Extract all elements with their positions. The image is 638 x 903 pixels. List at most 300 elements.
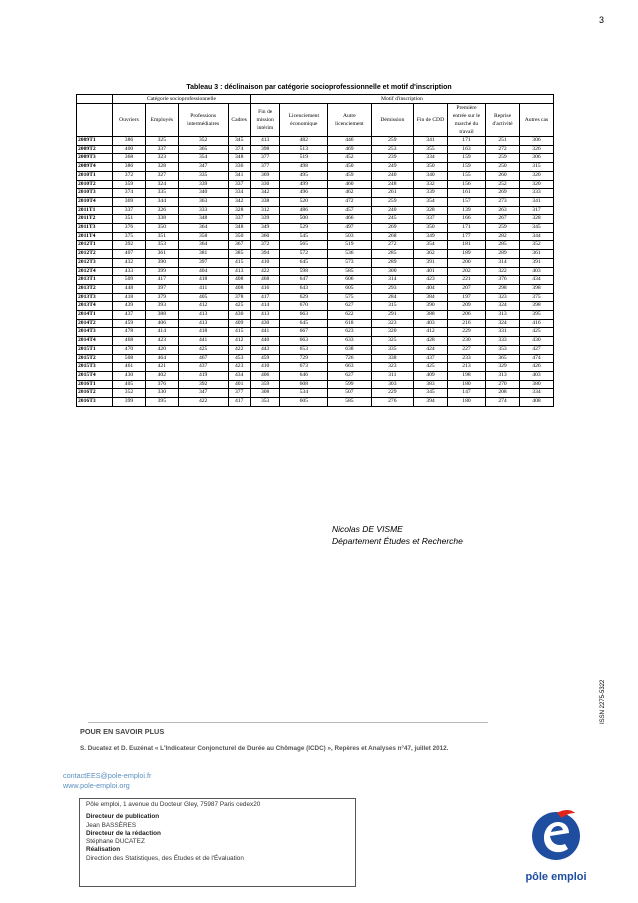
table-cell: 663	[280, 311, 328, 320]
table-cell: 269	[371, 224, 413, 233]
pole-emploi-logo	[513, 808, 599, 888]
table-cell: 422	[228, 345, 250, 354]
contact-email-link[interactable]: contactEES@pole-emploi.fr	[63, 771, 152, 780]
table-cell: 352	[519, 241, 553, 250]
corner-cell	[77, 104, 113, 137]
table-cell: 410	[250, 363, 280, 372]
table-cell: 495	[280, 171, 328, 180]
table-cell: 333	[178, 206, 228, 215]
table-cell: 361	[145, 250, 178, 259]
table-cell: 364	[178, 224, 228, 233]
table-cell: 417	[228, 398, 250, 407]
table-row	[77, 337, 554, 346]
table-cell: 572	[280, 250, 328, 259]
table-cell: 472	[328, 197, 371, 206]
row-label: 2014T3	[77, 328, 113, 337]
table-cell: 181	[447, 241, 485, 250]
table-cell: 391	[519, 258, 553, 267]
table-cell: 395	[145, 398, 178, 407]
table-cell: 418	[113, 293, 146, 302]
table-cell: 328	[145, 163, 178, 172]
table-cell: 408	[228, 276, 250, 285]
table-cell: 159	[447, 163, 485, 172]
row-label: 2011T3	[77, 224, 113, 233]
table-cell: 328	[519, 215, 553, 224]
table-cell: 729	[280, 354, 328, 363]
table-cell: 519	[328, 241, 371, 250]
table-row	[77, 206, 554, 215]
table-cell: 376	[145, 380, 178, 389]
table-cell: 388	[145, 311, 178, 320]
table-cell: 306	[519, 154, 553, 163]
table-cell: 325	[371, 337, 413, 346]
table-cell: 393	[145, 302, 178, 311]
table-cell: 180	[447, 398, 485, 407]
column-header: Professions intermédiaires	[178, 104, 228, 137]
table-cell: 338	[250, 197, 280, 206]
row-label: 2014T4	[77, 337, 113, 346]
row-label: 2015T2	[77, 354, 113, 363]
table-cell: 478	[113, 328, 146, 337]
table-cell: 328	[228, 206, 250, 215]
table-cell: 428	[414, 337, 448, 346]
table-cell: 403	[414, 319, 448, 328]
table-cell: 646	[280, 371, 328, 380]
table-cell: 430	[519, 337, 553, 346]
table-cell: 359	[250, 380, 280, 389]
table-cell: 273	[486, 197, 520, 206]
table-cell: 350	[145, 224, 178, 233]
table-cell: 423	[414, 276, 448, 285]
table-cell: 308	[250, 389, 280, 398]
table-cell: 155	[447, 171, 485, 180]
table-cell: 147	[447, 389, 485, 398]
table-cell: 425	[178, 345, 228, 354]
table-cell: 427	[519, 345, 553, 354]
table-cell: 467	[178, 354, 228, 363]
table-cell: 208	[486, 389, 520, 398]
table-cell: 392	[113, 241, 146, 250]
table-cell: 270	[486, 380, 520, 389]
table-cell: 663	[280, 337, 328, 346]
table-cell: 139	[447, 206, 485, 215]
table-cell: 460	[328, 180, 371, 189]
table-cell: 622	[328, 311, 371, 320]
row-label: 2012T4	[77, 267, 113, 276]
table-cell: 339	[414, 189, 448, 198]
table-cell: 348	[178, 215, 228, 224]
table-cell: 323	[371, 363, 413, 372]
table-cell: 416	[250, 284, 280, 293]
table-cell: 448	[113, 284, 146, 293]
table-cell: 374	[228, 145, 250, 154]
table-cell: 380	[519, 380, 553, 389]
table-row	[77, 145, 554, 154]
column-header: Licenciement économique	[280, 104, 328, 137]
table-cell: 337	[113, 206, 146, 215]
table-row	[77, 232, 554, 241]
table-cell: 159	[447, 154, 485, 163]
table-cell: 496	[280, 189, 328, 198]
table-cell: 426	[519, 363, 553, 372]
table-cell: 423	[228, 363, 250, 372]
table-cell: 367	[228, 241, 250, 250]
table-cell: 338	[371, 354, 413, 363]
table-cell: 259	[371, 137, 413, 146]
table-cell: 269	[486, 189, 520, 198]
table-cell: 464	[145, 354, 178, 363]
table-cell: 361	[519, 250, 553, 259]
table-cell: 398	[519, 284, 553, 293]
table-cell: 342	[250, 189, 280, 198]
table-cell: 324	[486, 302, 520, 311]
table-cell: 348	[228, 224, 250, 233]
table-cell: 439	[113, 302, 146, 311]
table-cell: 313	[486, 311, 520, 320]
row-label: 2009T2	[77, 145, 113, 154]
table-cell: 329	[486, 363, 520, 372]
row-label: 2016T3	[77, 398, 113, 407]
contact-block	[63, 771, 151, 791]
logo-text: pôle emploi	[525, 871, 587, 883]
row-label: 2016T2	[77, 389, 113, 398]
table-cell: 314	[486, 258, 520, 267]
table-row	[77, 258, 554, 267]
table-cell: 335	[178, 171, 228, 180]
table-cell: 372	[250, 241, 280, 250]
table-cell: 209	[447, 302, 485, 311]
table-cell: 418	[178, 276, 228, 285]
table-cell: 404	[178, 267, 228, 276]
table-cell: 605	[328, 284, 371, 293]
data-table	[76, 94, 554, 407]
row-label: 2009T4	[77, 163, 113, 172]
row-label: 2010T1	[77, 171, 113, 180]
column-header: Fin de CDD	[414, 104, 448, 137]
table-cell: 408	[519, 398, 553, 407]
pour-en-savoir-plus-title: POUR EN SAVOIR PLUS	[80, 727, 165, 736]
table-cell: 434	[519, 276, 553, 285]
table-cell: 166	[447, 215, 485, 224]
table-cell: 430	[250, 319, 280, 328]
table-cell: 347	[178, 163, 228, 172]
table-cell: 350	[414, 163, 448, 172]
table-row	[77, 371, 554, 380]
table-cell: 385	[228, 250, 250, 259]
signature-department: Département Études et Recherche	[332, 536, 463, 546]
table-cell: 410	[250, 258, 280, 267]
table-cell: 376	[486, 276, 520, 285]
table-cell: 645	[280, 258, 328, 267]
table-cell: 351	[113, 215, 146, 224]
table-cell: 355	[414, 145, 448, 154]
table-cell: 353	[145, 241, 178, 250]
table-cell: 461	[113, 363, 146, 372]
table-cell: 293	[371, 284, 413, 293]
table-cell: 466	[328, 215, 371, 224]
table-cell: 300	[371, 267, 413, 276]
table-cell: 441	[178, 337, 228, 346]
table-cell: 413	[228, 267, 250, 276]
table-cell: 365	[486, 354, 520, 363]
table-cell: 216	[447, 319, 485, 328]
column-header: Employés	[145, 104, 178, 137]
table-cell: 413	[250, 137, 280, 146]
table-cell: 545	[280, 232, 328, 241]
table-cell: 341	[228, 171, 250, 180]
table-cell: 349	[414, 232, 448, 241]
row-label: 2010T2	[77, 180, 113, 189]
editorial-director-label: Directeur de la rédaction	[86, 829, 161, 837]
table-cell: 462	[328, 189, 371, 198]
table-cell: 414	[145, 328, 178, 337]
table-cell: 627	[328, 371, 371, 380]
table-cell: 446	[328, 137, 371, 146]
table-row	[77, 319, 554, 328]
table-cell: 276	[371, 398, 413, 407]
table-cell: 469	[328, 145, 371, 154]
signature	[332, 523, 463, 547]
table-cell: 320	[371, 328, 413, 337]
table-cell: 342	[228, 197, 250, 206]
table-cell: 499	[280, 180, 328, 189]
table-cell: 404	[414, 284, 448, 293]
table-cell: 314	[371, 276, 413, 285]
table-cell: 450	[328, 163, 371, 172]
table-cell: 341	[414, 137, 448, 146]
table-cell: 253	[371, 145, 413, 154]
row-label: 2013T1	[77, 276, 113, 285]
table-cell: 459	[250, 354, 280, 363]
table-cell: 221	[447, 276, 485, 285]
table-cell: 416	[519, 319, 553, 328]
production-label: Réalisation	[86, 846, 121, 854]
table-cell: 284	[371, 293, 413, 302]
table-cell: 368	[113, 154, 146, 163]
table-cell: 422	[250, 267, 280, 276]
table-cell: 381	[178, 250, 228, 259]
table-cell: 171	[447, 137, 485, 146]
table-cell: 441	[250, 328, 280, 337]
table-cell: 394	[250, 250, 280, 259]
table-cell: 573	[328, 258, 371, 267]
row-label: 2016T1	[77, 380, 113, 389]
table-cell: 474	[519, 354, 553, 363]
table-cell: 358	[178, 232, 228, 241]
table-cell: 311	[371, 371, 413, 380]
table-cell: 433	[113, 267, 146, 276]
table-cell: 403	[519, 371, 553, 380]
table-cell: 420	[145, 345, 178, 354]
table-cell: 400	[113, 145, 146, 154]
table-cell: 332	[414, 180, 448, 189]
table-cell: 303	[371, 380, 413, 389]
table-cell: 334	[414, 154, 448, 163]
table-cell: 268	[371, 232, 413, 241]
table-cell: 362	[414, 250, 448, 259]
table-cell: 354	[414, 241, 448, 250]
table-cell: 374	[113, 189, 146, 198]
table-cell: 337	[145, 145, 178, 154]
table-cell: 605	[280, 398, 328, 407]
table-cell: 338	[145, 215, 178, 224]
table-cell: 213	[447, 363, 485, 372]
table-row	[77, 189, 554, 198]
table-cell: 312	[250, 206, 280, 215]
website-link[interactable]: www.pole-emploi.org	[63, 781, 130, 790]
table-cell: 317	[519, 206, 553, 215]
table-cell: 384	[414, 293, 448, 302]
table-cell: 398	[519, 302, 553, 311]
table-cell: 647	[280, 276, 328, 285]
table-cell: 340	[178, 189, 228, 198]
table-cell: 334	[228, 189, 250, 198]
row-label: 2009T1	[77, 137, 113, 146]
table-cell: 323	[371, 319, 413, 328]
table-cell: 408	[228, 284, 250, 293]
table-cell: 322	[486, 267, 520, 276]
table-cell: 298	[486, 284, 520, 293]
table-cell: 330	[145, 389, 178, 398]
table-cell: 198	[447, 371, 485, 380]
table-cell: 327	[145, 171, 178, 180]
table-cell: 334	[519, 389, 553, 398]
row-label: 2014T1	[77, 311, 113, 320]
table-cell: 403	[519, 267, 553, 276]
table-cell: 405	[178, 293, 228, 302]
table-cell: 248	[371, 180, 413, 189]
table-cell: 418	[178, 328, 228, 337]
publication-director-label: Directeur de publication	[86, 813, 160, 821]
row-label: 2012T3	[77, 258, 113, 267]
corner-cell	[77, 95, 113, 104]
table-cell: 377	[250, 154, 280, 163]
table-row	[77, 398, 554, 407]
table-cell: 375	[519, 293, 553, 302]
table-cell: 643	[280, 284, 328, 293]
table-cell: 161	[447, 189, 485, 198]
table-cell: 413	[178, 319, 228, 328]
table-cell: 349	[250, 224, 280, 233]
table-cell: 507	[328, 389, 371, 398]
table-cell: 252	[486, 180, 520, 189]
table-cell: 575	[328, 293, 371, 302]
table-cell: 289	[486, 250, 520, 259]
table-cell: 627	[328, 302, 371, 311]
table-cell: 245	[371, 215, 413, 224]
table-cell: 411	[178, 284, 228, 293]
table-cell: 180	[447, 380, 485, 389]
table-cell: 497	[328, 224, 371, 233]
table-cell: 347	[178, 389, 228, 398]
table-cell: 340	[414, 171, 448, 180]
table-cell: 272	[486, 145, 520, 154]
column-header: Autre licenciement	[328, 104, 371, 137]
table-cell: 339	[178, 180, 228, 189]
table-row	[77, 284, 554, 293]
table-cell: 415	[228, 258, 250, 267]
table-cell: 324	[145, 180, 178, 189]
table-cell: 598	[280, 267, 328, 276]
table-cell: 425	[519, 328, 553, 337]
table-cell: 520	[280, 197, 328, 206]
table-cell: 229	[371, 389, 413, 398]
table-cell: 421	[145, 363, 178, 372]
table-cell: 229	[447, 328, 485, 337]
table-row	[77, 380, 554, 389]
table-cell: 239	[371, 154, 413, 163]
row-label: 2013T4	[77, 302, 113, 311]
table-cell: 313	[486, 371, 520, 380]
table-cell: 667	[280, 328, 328, 337]
table-cell: 391	[414, 258, 448, 267]
table-cell: 437	[178, 363, 228, 372]
table-cell: 177	[447, 232, 485, 241]
table-cell: 259	[371, 197, 413, 206]
row-label: 2015T3	[77, 363, 113, 372]
table-cell: 354	[178, 154, 228, 163]
issn-label: ISSN 2275-5322	[600, 679, 606, 724]
table-cell: 413	[250, 311, 280, 320]
table-cell: 425	[414, 363, 448, 372]
table-cell: 360	[250, 232, 280, 241]
table-cell: 585	[328, 398, 371, 407]
table-cell: 513	[280, 145, 328, 154]
table-cell: 285	[371, 250, 413, 259]
table-cell: 200	[447, 258, 485, 267]
table-cell: 415	[228, 328, 250, 337]
table-row	[77, 354, 554, 363]
table-cell: 673	[280, 363, 328, 372]
table-cell: 335	[371, 345, 413, 354]
table-cell: 383	[414, 380, 448, 389]
table-cell: 434	[228, 371, 250, 380]
table-row	[77, 345, 554, 354]
table-cell: 398	[250, 145, 280, 154]
table-cell: 459	[113, 319, 146, 328]
table-cell: 452	[328, 154, 371, 163]
table-cell: 399	[113, 398, 146, 407]
table-cell: 171	[447, 224, 485, 233]
table-cell: 350	[228, 232, 250, 241]
table-cell: 376	[113, 224, 146, 233]
table-cell: 645	[280, 319, 328, 328]
table-cell: 407	[113, 250, 146, 259]
table-cell: 397	[178, 258, 228, 267]
editorial-director-name: Stéphane DUCATEZ	[86, 838, 145, 846]
table-cell: 330	[250, 180, 280, 189]
pour-en-savoir-plus-reference: S. Ducatez et D. Euzénat « L'Indicateur Conjoncturel de Durée au Chômage (ICDC) », Repères et Analyses n°47, juillet 2012.	[80, 745, 449, 752]
table-cell: 227	[447, 345, 485, 354]
table-cell: 353	[250, 398, 280, 407]
row-label: 2010T3	[77, 189, 113, 198]
table-cell: 335	[145, 189, 178, 198]
table-cell: 399	[145, 267, 178, 276]
table-cell: 378	[228, 293, 250, 302]
column-header-row	[77, 104, 554, 137]
table-cell: 333	[519, 189, 553, 198]
table-cell: 306	[519, 137, 553, 146]
table-cell: 599	[328, 380, 371, 389]
table-cell: 328	[414, 206, 448, 215]
divider	[88, 722, 488, 723]
table-cell: 359	[113, 180, 146, 189]
table-row	[77, 363, 554, 372]
table-row	[77, 163, 554, 172]
table-row	[77, 137, 554, 146]
table-cell: 409	[228, 319, 250, 328]
table-cell: 379	[145, 293, 178, 302]
